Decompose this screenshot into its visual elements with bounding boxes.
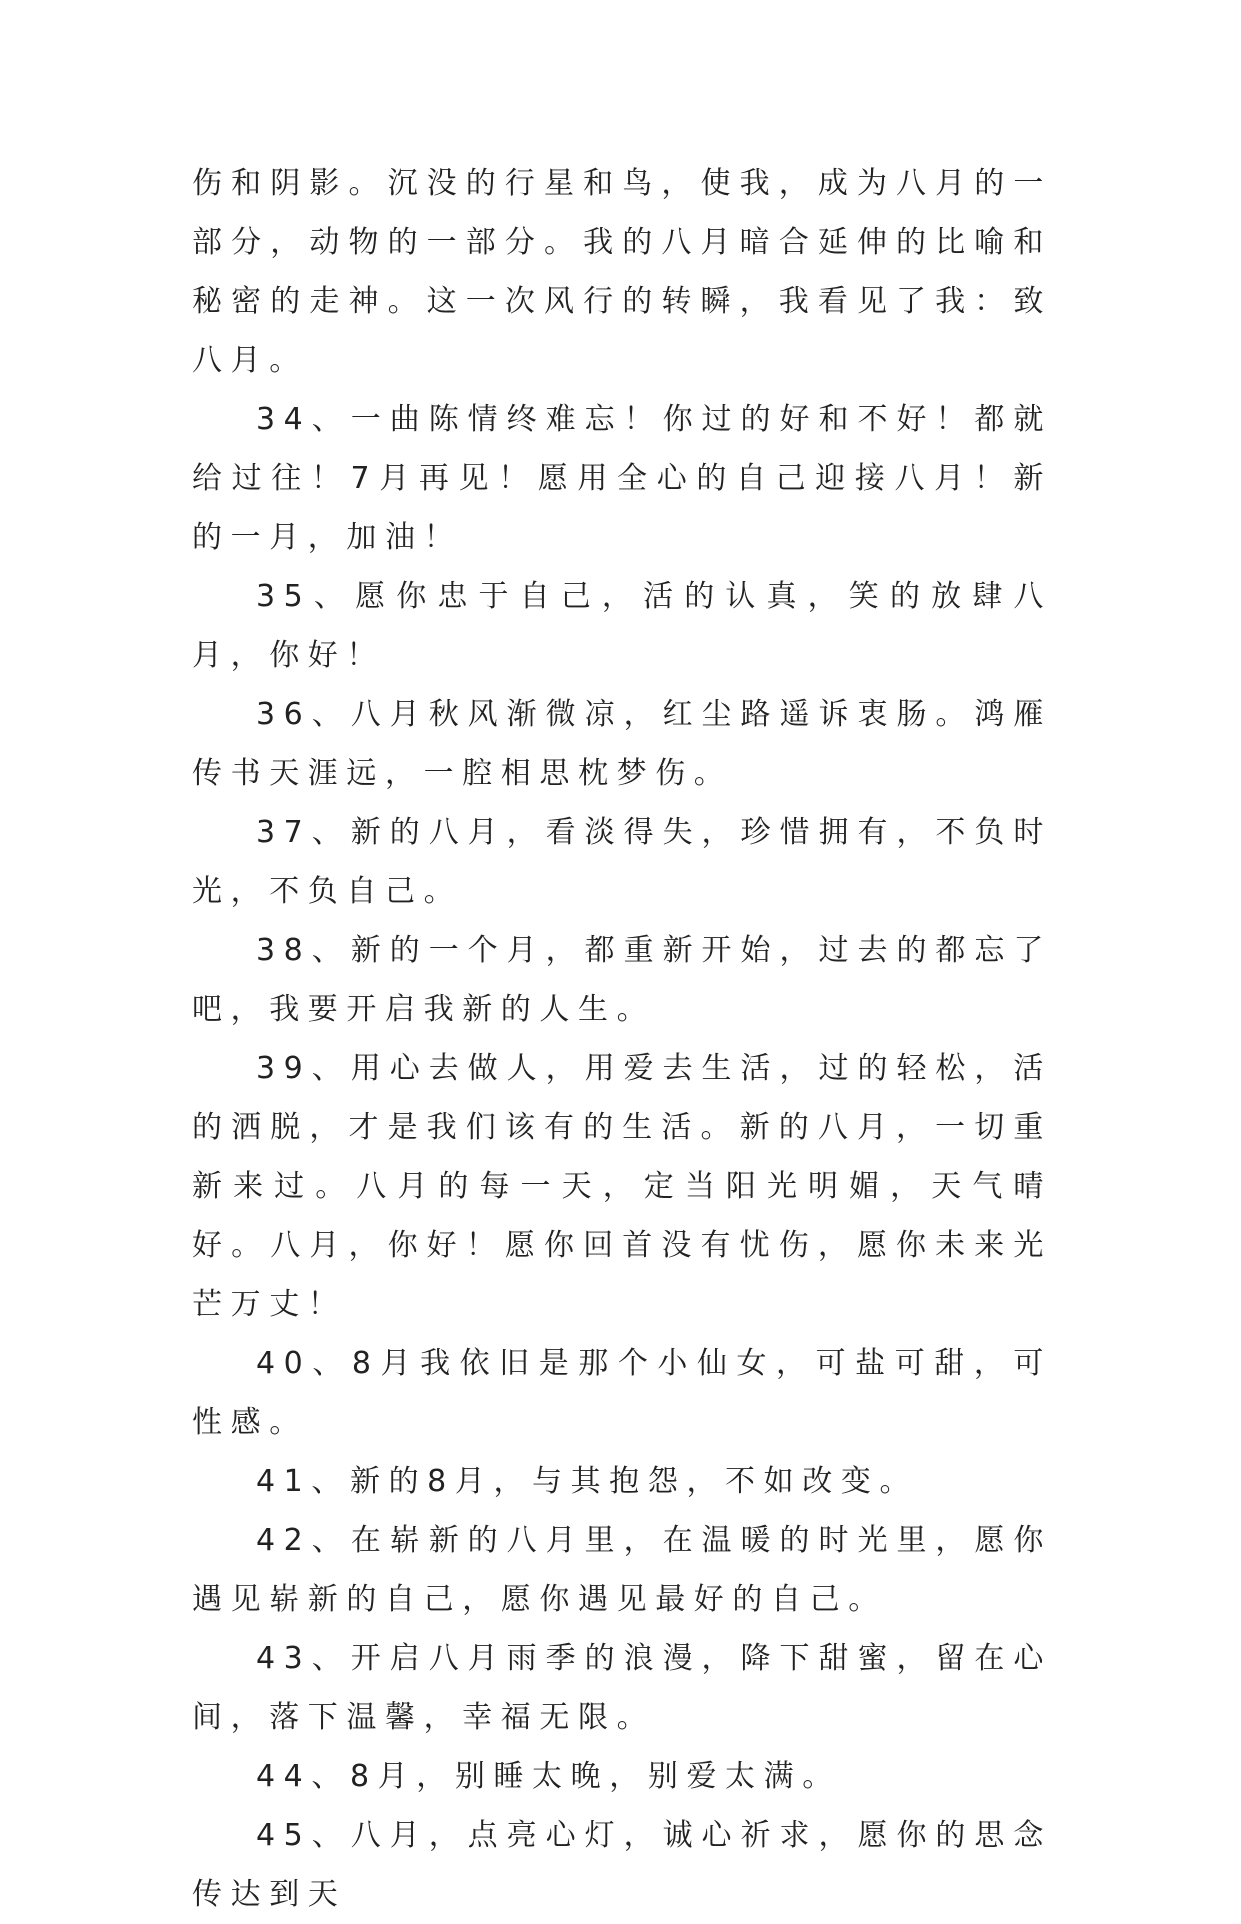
- paragraph-45: 45、八月，点亮心灯，诚心祈求，愿你的思念传达到天: [192, 1818, 1052, 1912]
- paragraph-continued: 伤和阴影。沉没的行星和鸟，使我，成为八月的一部分，动物的一部分。我的八月暗合延伸的比喻和秘密的走神。这一次风行的转瞬，我看见了我：致八月。: [192, 166, 1052, 378]
- paragraph-38: 38、新的一个月，都重新开始，过去的都忘了吧，我要开启我新的人生。: [192, 933, 1052, 1027]
- paragraph-41: 41、新的8月，与其抱怨，不如改变。: [256, 1464, 919, 1499]
- paragraph-34: 34、一曲陈情终难忘！你过的好和不好！都就给过往！7月再见！愿用全心的自己迎接八月！新的一月，加油！: [192, 402, 1052, 555]
- paragraph-40: 40、8月我依旧是那个小仙女，可盐可甜，可性感。: [192, 1346, 1052, 1440]
- paragraph-37: 37、新的八月，看淡得失，珍惜拥有，不负时光，不负自己。: [192, 815, 1052, 909]
- paragraph-36: 36、八月秋风渐微凉，红尘路遥诉衷肠。鸿雁传书天涯远，一腔相思枕梦伤。: [192, 697, 1052, 791]
- paragraph-42: 42、在崭新的八月里，在温暖的时光里，愿你遇见崭新的自己，愿你遇见最好的自己。: [192, 1523, 1052, 1617]
- paragraph-35: 35、愿你忠于自己，活的认真，笑的放肆八月，你好！: [192, 579, 1052, 673]
- paragraph-39: 39、用心去做人，用爱去生活，过的轻松，活的洒脱，才是我们该有的生活。新的八月，一切重新来过。八月的每一天，定当阳光明媚，天气晴好。八月，你好！愿你回首没有忧伤，愿你未来光芒万丈！: [192, 1051, 1052, 1322]
- paragraph-43: 43、开启八月雨季的浪漫，降下甜蜜，留在心间，落下温馨，幸福无限。: [192, 1641, 1052, 1735]
- paragraph-44: 44、8月，别睡太晚，别爱太满。: [256, 1759, 841, 1794]
- document-body: [192, 154, 1052, 1924]
